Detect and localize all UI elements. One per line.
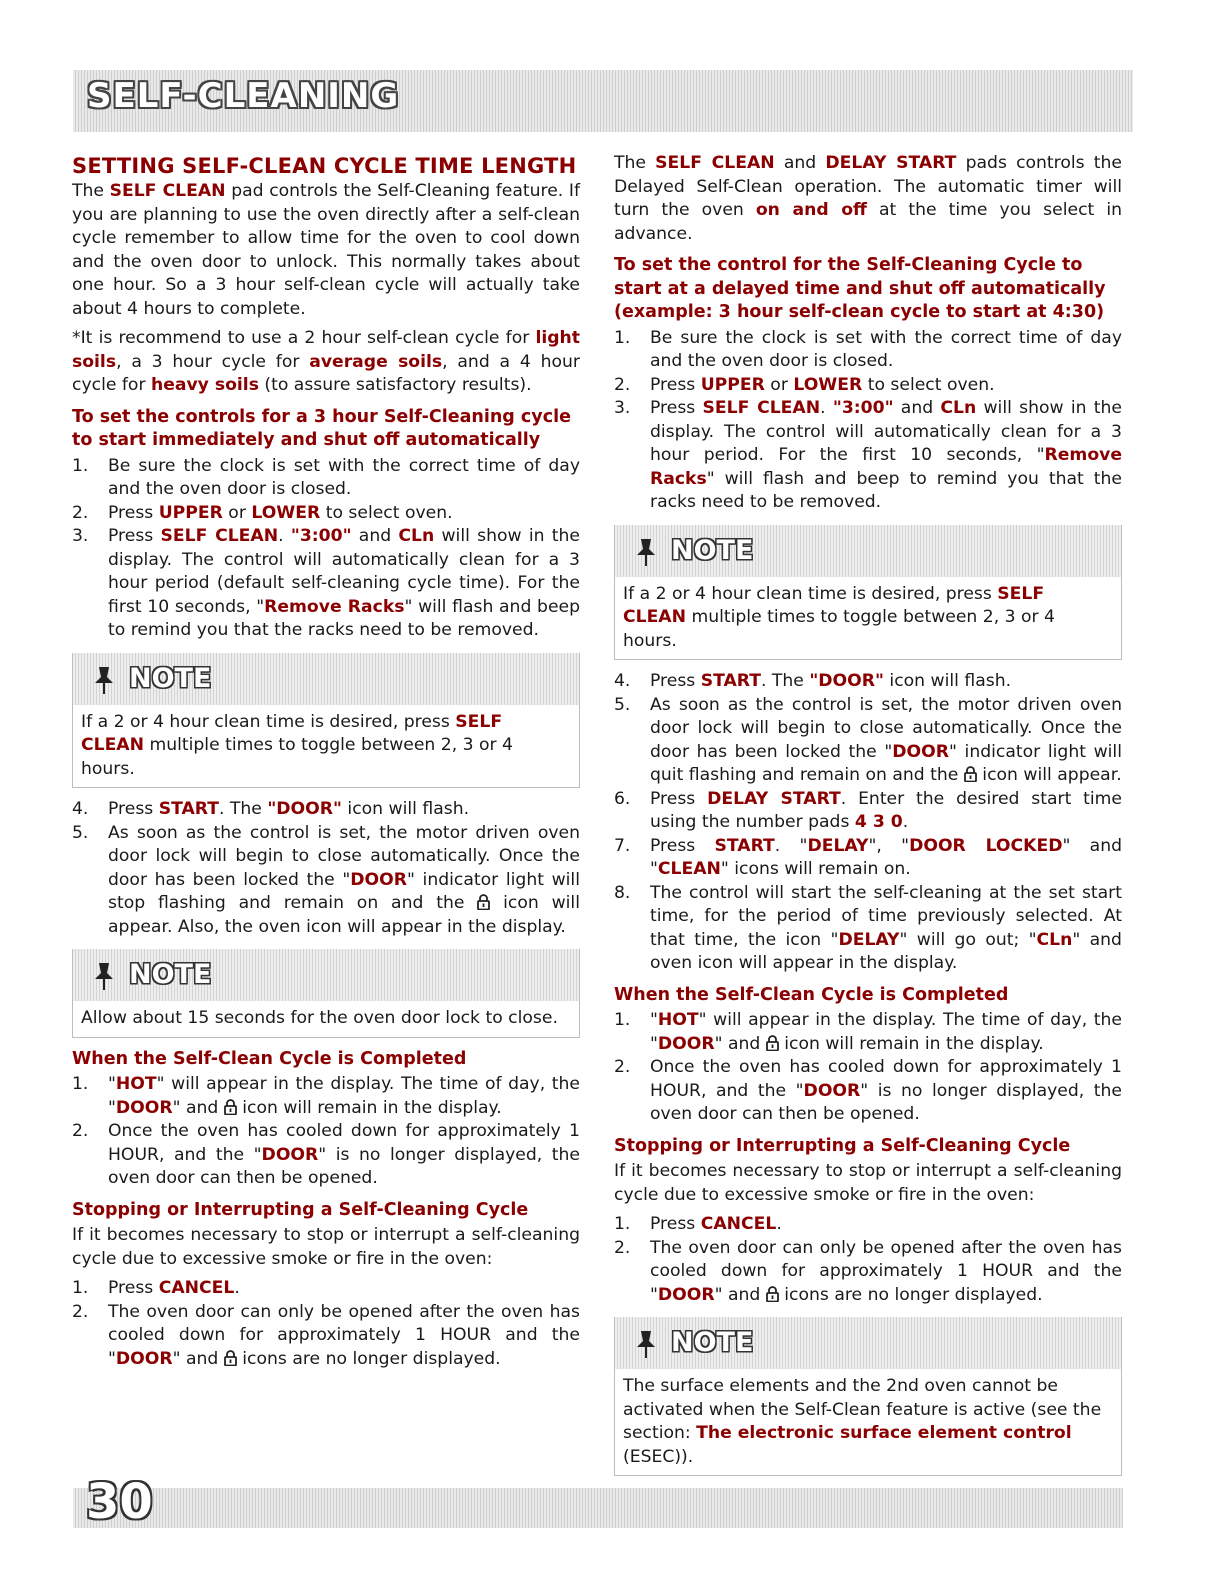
subheading-stopping: Stopping or Interrupting a Self-Cleaning Cycle bbox=[72, 1199, 529, 1220]
padlock-icon bbox=[224, 1099, 237, 1115]
padlock-icon bbox=[766, 1286, 779, 1302]
subheading-completed: When the Self-Clean Cycle is Completed bbox=[72, 1048, 467, 1069]
padlock-icon bbox=[766, 1035, 779, 1051]
right-column bbox=[614, 152, 1122, 1486]
steps-list bbox=[72, 455, 580, 643]
padlock-icon bbox=[477, 894, 490, 910]
list-item: 8. The control will start the self-cleaning at the set start time, for the period of time previously selected. At that time, the icon "DELAY" will go out; "CLn" and oven icon will appear in the display. bbox=[614, 882, 1122, 973]
page-number: 30 bbox=[86, 1474, 153, 1530]
subheading-stopping: Stopping or Interrupting a Self-Cleaning Cycle bbox=[614, 1135, 1071, 1156]
list-item: 2. Once the oven has cooled down for approximately 1 HOUR, and the "DOOR" is no longer displayed, the oven door can then be opened. bbox=[614, 1057, 1123, 1124]
page-title: SELF-CLEANING bbox=[87, 76, 400, 116]
completed-list bbox=[72, 1073, 580, 1191]
list-item: 3. Press SELF CLEAN. "3:00" and CLn will show in the display. The control will automatically clean for a 3 hour period. For the first 10 seconds, "Remove Racks" will flash and beep to remind you that the racks need to be removed. bbox=[614, 398, 1122, 512]
list-item: 4. Press START. The "DOOR" icon will flash. bbox=[72, 799, 470, 819]
list-item: 2. Press UPPER or LOWER to select oven. bbox=[614, 374, 995, 395]
intro-paragraph: The SELF CLEAN pad controls the Self-Cleaning feature. If you are planning to use the oven directly after a self-clean cycle remember to allow time for the oven to cool down and the oven door to unlock. This normally takes about one hour. So a 3 hour self-clean cycle will actually take about 4 hours to complete. bbox=[72, 181, 581, 319]
subheading-delayed: To set the control for the Self-Cleaning Cycle to start at a delayed time and shut off automatically (example: 3 hour self-clean cycle to start at 4:30) bbox=[614, 255, 1106, 322]
note-text: Allow about 15 seconds for the oven door lock to close. bbox=[81, 1008, 558, 1028]
list-item: 1. "HOT" will appear in the display. The time of day, the "DOOR" and icon will remain in the display. bbox=[614, 1010, 1122, 1054]
subheading-completed: When the Self-Clean Cycle is Completed bbox=[614, 984, 1009, 1005]
list-item: 1. "HOT" will appear in the display. The time of day, the "DOOR" and icon will remain in the display. bbox=[72, 1074, 580, 1118]
stopping-list bbox=[72, 1277, 580, 1371]
footer-bar bbox=[73, 1488, 1123, 1528]
list-item: 5. As soon as the control is set, the motor driven oven door lock will begin to close automatically. Once the door has been locked the "DOOR" indicator light will stop flashing and remain on and the icon will appear. Also, the oven icon will appear in the display. bbox=[72, 822, 580, 937]
page-banner bbox=[73, 70, 1133, 132]
section-heading: SETTING SELF-CLEAN CYCLE TIME LENGTH bbox=[72, 154, 577, 178]
note-title: NOTE bbox=[671, 1327, 754, 1358]
padlock-icon bbox=[224, 1350, 237, 1366]
list-item: 2. Once the oven has cooled down for approximately 1 HOUR, and the "DOOR" is no longer displayed, the oven door can then be opened. bbox=[72, 1121, 581, 1188]
note-title: NOTE bbox=[671, 534, 754, 566]
note-box bbox=[614, 1317, 1122, 1476]
intro-paragraph: The SELF CLEAN and DELAY START pads controls the Delayed Self-Clean operation. The automatic timer will turn the oven on and off at the time you select in advance. bbox=[614, 153, 1122, 244]
pushpin-icon bbox=[91, 961, 117, 991]
list-item: 4. Press START. The "DOOR" icon will flash. bbox=[614, 671, 1012, 691]
list-item: 5. As soon as the control is set, the motor driven oven door lock will begin to close automatically. Once the door has been locked the "DOOR" indicator light will quit flashing and remain on and the icon will appear. bbox=[614, 694, 1122, 785]
list-item: 7. Press START. "DELAY", "DOOR LOCKED" and "CLEAN" icons will remain on. bbox=[614, 835, 1122, 879]
note-title: NOTE bbox=[129, 662, 212, 694]
list-item: 1. Press CANCEL. bbox=[72, 1278, 240, 1298]
note-text: The surface elements and the 2nd oven cannot be activated when the Self-Clean feature is active (see the section: The electronic surface element control (ESEC)). bbox=[623, 1376, 1102, 1467]
note-box bbox=[72, 949, 580, 1038]
stopping-intro: If it becomes necessary to stop or interrupt a self-cleaning cycle due to excessive smoke or fire in the oven: bbox=[614, 1161, 1122, 1205]
list-item: 1. Be sure the clock is set with the correct time of day and the oven door is closed. bbox=[614, 327, 1122, 371]
pushpin-icon bbox=[633, 537, 659, 567]
note-header bbox=[73, 653, 579, 705]
steps-list bbox=[72, 798, 580, 939]
note-title: NOTE bbox=[129, 959, 212, 990]
note-text: If a 2 or 4 hour clean time is desired, press SELF CLEAN multiple times to toggle between 2, 3 or 4 hours. bbox=[81, 711, 513, 779]
list-item: 2. The oven door can only be opened after the oven has cooled down for approximately 1 HOUR and the "DOOR" and icons are no longer displayed. bbox=[614, 1237, 1122, 1305]
note-box bbox=[614, 525, 1122, 661]
list-item: 2. The oven door can only be opened after the oven has cooled down for approximately 1 HOUR and the "DOOR" and icons are no longer displayed. bbox=[72, 1301, 580, 1369]
completed-list bbox=[614, 1009, 1122, 1127]
list-item: 6. Press DELAY START. Enter the desired start time using the number pads 4 3 0. bbox=[614, 788, 1122, 832]
list-item: 1. Be sure the clock is set with the correct time of day and the oven door is closed. bbox=[72, 455, 580, 499]
padlock-icon bbox=[964, 766, 977, 782]
note-text: If a 2 or 4 hour clean time is desired, press SELF CLEAN multiple times to toggle between 2, 3 or 4 hours. bbox=[623, 583, 1055, 651]
note-header bbox=[73, 949, 579, 1001]
left-column bbox=[72, 152, 580, 1375]
note-header bbox=[615, 1317, 1121, 1369]
note-header bbox=[615, 525, 1121, 577]
list-item: 2. Press UPPER or LOWER to select oven. bbox=[72, 502, 453, 523]
recommend-paragraph: *It is recommend to use a 2 hour self-clean cycle for light soils, a 3 hour cycle for average soils, and a 4 hour cycle for heavy soils (to assure satisfactory results). bbox=[72, 328, 580, 395]
list-item: 3. Press SELF CLEAN. "3:00" and CLn will show in the display. The control will automatically clean for a 3 hour period (default self-cleaning cycle time). For the first 10 seconds, "Remove Racks" will flash and beep to remind you that the racks need to be removed. bbox=[72, 526, 581, 640]
stopping-intro: If it becomes necessary to stop or interrupt a self-cleaning cycle due to excessive smoke or fire in the oven: bbox=[72, 1225, 580, 1269]
pushpin-icon bbox=[91, 665, 117, 695]
steps-list bbox=[614, 670, 1122, 976]
pushpin-icon bbox=[633, 1329, 659, 1359]
stopping-list bbox=[614, 1213, 1122, 1307]
note-box bbox=[72, 653, 580, 789]
subheading-immediate: To set the controls for a 3 hour Self-Cleaning cycle to start immediately and shut off automatically bbox=[72, 406, 571, 450]
steps-list bbox=[614, 327, 1122, 515]
list-item: 1. Press CANCEL. bbox=[614, 1214, 782, 1234]
